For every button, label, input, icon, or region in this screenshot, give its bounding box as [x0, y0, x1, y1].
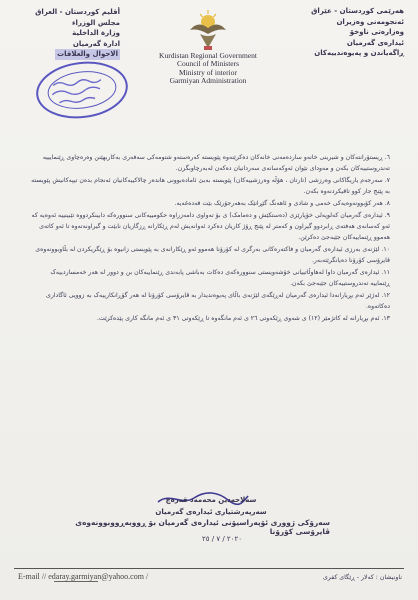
signatory-title: سەرۆکی ژووری ئۆپەراسیۆنی ئیدارەی گەرمیان بۆ ڕووبەڕووبوونەوەی ڤایرۆسی کۆرۆنا	[75, 518, 330, 536]
header-line: وەزارەتی ناوخۆ	[349, 28, 404, 36]
signatory-position: سەرپەرشتیاری ئیدارەی گەرمیان	[155, 508, 267, 516]
header-line: ادارة گەرميان	[72, 39, 120, 48]
body-paragraph: ١٣. ئەم بڕیارانە لە کاتژمێر (١٢) ی شەوی ڕێکەوتی ٢٦ ی ئەم مانگەوە تا ڕێکەوتی ٣١ ی ئەم مانگە کاری پێدەکرێت.	[96, 315, 390, 322]
header-center	[138, 8, 278, 86]
letter-date: ٢٠٢٠ / ٧ / ٢٥	[202, 535, 242, 543]
header-line: ڕاگەیاندن و پەیوەندییەکان	[314, 49, 404, 57]
body-paragraph: ٩. ئیدارەی گەرمیان کەلوپەلی خۆپارێزی (دەستکێش و دەمامک) ی بۆ تەواوی دامەزراوە حکومییەکانی سنوورەکە دابینکردووە تێبینییە ئەوەیە کە ئەو کەسانەی هەفتەی ڕابردوو گیراون و کەمتر لە پێنج ڕۆژ کاریان دەکرد ئەوانەیش لەم ڕێکارانە ڕزگاریان نابێت و گیراونەتەوە تا ئەو کاتەی هەموو ڕێنماییەکان جێبەجێ دەکرێن.	[31, 212, 390, 241]
body-paragraph: ١٢. لەژێر ئەم بڕیارانەدا ئیدارەی گەرمیان لەڕێگەی لێژنەی باڵای پەیوەندیدار بە ڤایرۆسی کۆرۆنا لە هەر گۆڕانکارییەک بە زوویی ئاگاداری دەکاتەوە.	[45, 292, 390, 310]
header-line-highlighted: الاحوال والعلاقات	[57, 50, 118, 58]
krg-emblem-icon	[188, 8, 228, 52]
header-kurdish-block	[286, 6, 404, 59]
footer-divider	[14, 568, 404, 569]
header-english-line: Garmiyan Administration	[169, 76, 247, 86]
header-english-line: Ministry of interior	[179, 67, 237, 77]
signatory-name: سەلاحەدین محەمەد قەرەچ	[165, 496, 257, 504]
body-paragraph: ٦. ڕیستۆرانتەکان و شیرینی خانەو ساردەمەنی خانەکان دەکرێنەوە پێویستە کەرەستەو شتومەکی سەفەری بەکاربهێنن وەرەچاوی ڕێنمایییە تەندروستییەکان بکەن و مەودای نێوان ئەوکەسانەی سەردانیان دەکەن لەبەرچاوبگرن.	[42, 154, 390, 172]
letter-body	[30, 152, 390, 325]
header-line: أقليم كوردستان - العراق	[35, 8, 120, 16]
header-english-line: Council of Ministers	[176, 59, 240, 69]
body-paragraph: ١٠. لێژنەی بەرزی ئیدارەی گەرمیان و فاکتەرەکانی بەرگری لە کۆرۆنا هەموو ئەو ڕێکارانەی بە پێویستی زانیوە بۆ ڕێگریکردن لە بڵاوبوونەوەی ڤایرۆسی کۆرۆنا دەیانگرێتەبەر.	[35, 246, 390, 264]
body-paragraph: ١١. ئیدارەی گەرمیان داوا لەهاوڵاتییانی خۆشەویستی سنوورەکەی دەکات بەباشی پابەندی ڕێنماییەکان بن و دوور لە هەر خەمساردییەک ڕێنماییە تەندروستییەکان جێبەجێ بکەن.	[50, 269, 390, 287]
header-english-line: Kurdistan Regional Government	[159, 51, 257, 60]
header-line: وزارة الداخلية	[72, 29, 120, 37]
header-line: ئەنجومەنی وەزیران	[336, 17, 404, 26]
letter-footer	[0, 568, 418, 588]
body-paragraph: ٧. سەرجەم یاریگاکانی وەرزشی (تارتان ، هۆڵە وەرزشییەکان) پێویستە بەبێ ئامادەبوونی هاندەر چالاکییەکانیان ئەنجام بدەن تیپەکانیش پێویستە بە پێنج جار کوو تاقیکردنەوە بکەن.	[31, 177, 390, 195]
signature-block	[96, 494, 326, 518]
email-underline	[54, 581, 98, 582]
header-line: مجلس الوزراء	[71, 18, 120, 27]
footer-email: E-mail // edaray.garmiyan@yahoo.com /	[18, 572, 149, 581]
header-line: هەرێمی كوردستان - عێراق	[311, 7, 404, 15]
footer-address: ناونیشان : کەلار - ڕێگای کفری	[322, 574, 402, 581]
header-line: ئیدارەی گەرمیان	[346, 38, 404, 47]
official-stamp-icon	[31, 54, 134, 125]
body-paragraph: ٨. هەر کۆبوونەوەیەکی خەمی و شادی و ئاهەنگ گێڕانێک بەهەرجۆرێک بێت قەدەغەیە.	[174, 200, 390, 207]
header-arabic-block	[20, 7, 120, 60]
